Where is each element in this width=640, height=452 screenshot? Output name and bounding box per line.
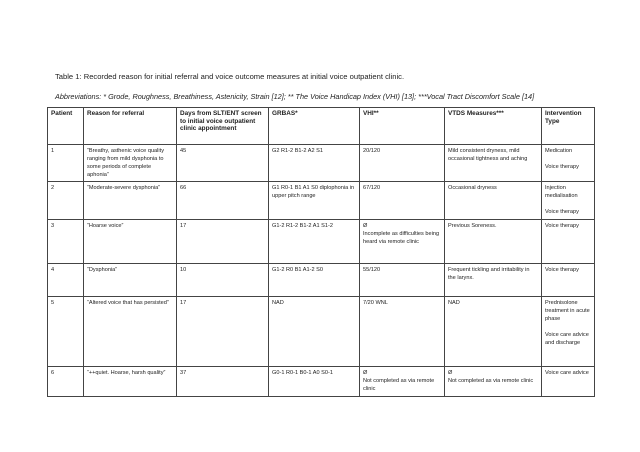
intervention-line: Voice care advice [545, 370, 589, 376]
table-header-row [48, 108, 595, 145]
cell-vhi [360, 367, 445, 397]
cell-vhi: 20/120 [360, 145, 445, 182]
intervention-line: Injection medialisation [545, 185, 578, 199]
cell-reason: “Moderate-severe dysphonia” [84, 182, 177, 220]
cell-vtds: NAD [445, 297, 542, 367]
vhi-note: Not completed as via remote clinic [363, 378, 435, 392]
cell-vhi: 7/20 WNL [360, 297, 445, 367]
cell-vhi: 67/120 [360, 182, 445, 220]
intervention-line: Voice therapy [545, 209, 579, 215]
cell-vtds: Previous Soreness. [445, 220, 542, 264]
cell-grbas: G2 R1-2 B1-2 A2 S1 [269, 145, 360, 182]
cell-intervention [542, 145, 595, 182]
table-row [48, 145, 595, 182]
cell-vtds: Occasional dryness [445, 182, 542, 220]
header-intervention: Intervention Type [542, 108, 595, 145]
header-days: Days from SLT/ENT screen to initial voice outpatient clinic appointment [177, 108, 269, 145]
cell-days: 10 [177, 264, 269, 297]
cell-patient: 6 [48, 367, 84, 397]
intervention-line: Voice therapy [545, 164, 579, 170]
header-patient: Patient [48, 108, 84, 145]
cell-intervention [542, 220, 595, 264]
cell-patient: 5 [48, 297, 84, 367]
table-row [48, 367, 595, 397]
vtds-note: Not completed as via remote clinic [448, 378, 534, 384]
cell-intervention [542, 264, 595, 297]
header-vhi: VHI** [360, 108, 445, 145]
cell-intervention [542, 297, 595, 367]
cell-reason: “Hoarse voice” [84, 220, 177, 264]
cell-grbas: G1-2 R0 B1 A1-2 S0 [269, 264, 360, 297]
cell-days: 17 [177, 220, 269, 264]
table-row [48, 182, 595, 220]
empty-set-symbol: Ø [448, 370, 453, 376]
cell-days: 37 [177, 367, 269, 397]
table-row [48, 297, 595, 367]
cell-reason: “Altered voice that has persisted” [84, 297, 177, 367]
cell-vtds: Frequent tickling and irritability in the larynx. [445, 264, 542, 297]
cell-reason: “++quiet. Hoarse, harsh quality” [84, 367, 177, 397]
cell-grbas: G1 R0-1 B1 A1 S0 diplophonia in upper pitch range [269, 182, 360, 220]
cell-vhi [360, 220, 445, 264]
table-caption: Table 1: Recorded reason for initial referral and voice outcome measures at initial voice outpatient clinic. [55, 72, 405, 81]
cell-patient: 2 [48, 182, 84, 220]
cell-vhi: 55/120 [360, 264, 445, 297]
cell-grbas: NAD [269, 297, 360, 367]
cell-reason: “Dysphonia” [84, 264, 177, 297]
header-vtds: VTDS Measures*** [445, 108, 542, 145]
cell-vtds: Mild consistent dryness, mild occasional tightness and aching [445, 145, 542, 182]
cell-grbas: G0-1 R0-1 B0-1 A0 S0-1 [269, 367, 360, 397]
cell-days: 66 [177, 182, 269, 220]
intervention-line: Voice therapy [545, 223, 579, 229]
intervention-line: Prednisolone treatment in acute phase [545, 300, 590, 322]
voice-outcome-table [47, 107, 595, 397]
header-reason: Reason for referral [84, 108, 177, 145]
cell-patient: 4 [48, 264, 84, 297]
table-row [48, 220, 595, 264]
header-grbas: GRBAS* [269, 108, 360, 145]
empty-set-symbol: Ø [363, 370, 368, 376]
abbreviations-note: Abbreviations: * Grode, Roughness, Breathiness, Astenicity, Strain [12]; ** The Voice Handicap Index (VHI) [13]; ***Vocal Tract Discomfort Scale [14] [55, 92, 535, 101]
table-row [48, 264, 595, 297]
cell-intervention [542, 182, 595, 220]
cell-intervention [542, 367, 595, 397]
intervention-line: Voice care advice and discharge [545, 332, 589, 346]
cell-reason: “Breathy, asthenic voice quality ranging from mild dysphonia to some periods of complete aphonia” [84, 145, 177, 182]
vhi-note: Incomplete as difficulties being heard via remote clinic [363, 231, 440, 245]
cell-patient: 3 [48, 220, 84, 264]
intervention-line: Voice therapy [545, 267, 579, 273]
cell-days: 45 [177, 145, 269, 182]
cell-grbas: G1-2 R1-2 B1-2 A1 S1-2 [269, 220, 360, 264]
cell-days: 17 [177, 297, 269, 367]
cell-vtds [445, 367, 542, 397]
empty-set-symbol: Ø [363, 223, 368, 229]
intervention-line: Medication [545, 148, 573, 154]
cell-patient: 1 [48, 145, 84, 182]
